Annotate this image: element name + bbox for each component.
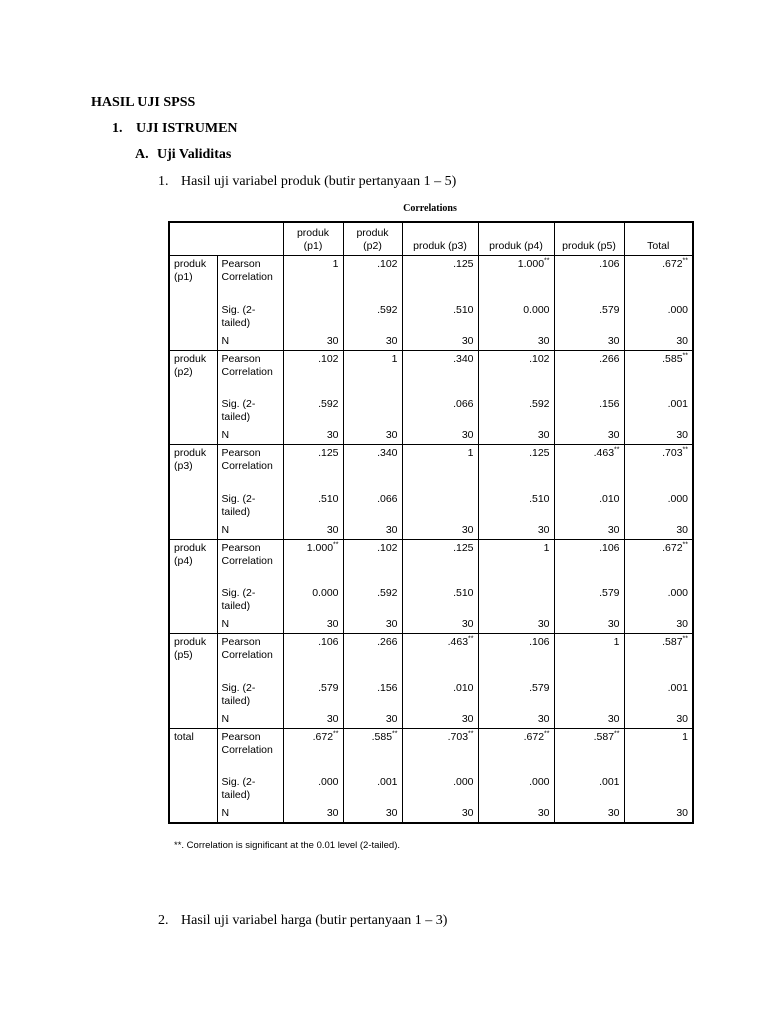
- row-label: total: [169, 728, 217, 823]
- subsection-title: Uji Validitas: [157, 147, 232, 162]
- table-cell: 1: [343, 350, 402, 396]
- table-cell: 30: [402, 333, 478, 351]
- table-cell: 30: [554, 616, 624, 634]
- significance-marker: **: [682, 352, 688, 359]
- table-cell: .000: [478, 774, 554, 805]
- significance-marker: **: [544, 257, 550, 265]
- list-item-2: [158, 913, 447, 929]
- significance-marker: **: [468, 635, 474, 643]
- table-cell: 0.000: [283, 585, 343, 616]
- subsection-heading: [135, 147, 231, 163]
- table-cell: .102: [343, 539, 402, 585]
- table-title: Correlations: [403, 203, 457, 214]
- section-number: 1.: [112, 121, 123, 136]
- stat-label: N: [217, 805, 283, 823]
- table-cell: .510: [283, 491, 343, 522]
- table-cell: 30: [343, 333, 402, 351]
- table-cell: 30: [624, 805, 693, 823]
- table-cell: 30: [343, 616, 402, 634]
- table-cell: .125: [402, 256, 478, 302]
- table-cell: .463**: [554, 445, 624, 491]
- table-row: [169, 711, 693, 729]
- table-cell: .000: [624, 491, 693, 522]
- significance-marker: **: [333, 541, 339, 548]
- significance-marker: **: [682, 257, 688, 265]
- table-cell: 30: [478, 805, 554, 823]
- table-cell: .510: [478, 491, 554, 522]
- table-cell: 30: [624, 616, 693, 634]
- stat-label: Sig. (2-tailed): [217, 585, 283, 616]
- table-cell: .579: [283, 680, 343, 711]
- table-cell: .125: [283, 445, 343, 491]
- table-cell: .585**: [343, 728, 402, 774]
- stat-label: Pearson Correlation: [217, 634, 283, 680]
- table-cell: .579: [554, 302, 624, 333]
- stat-label: N: [217, 522, 283, 540]
- table-cell: .587**: [554, 728, 624, 774]
- table-cell: .592: [343, 302, 402, 333]
- row-label: produk (p5): [169, 634, 217, 729]
- table-cell: .102: [283, 350, 343, 396]
- table-cell: .510: [402, 585, 478, 616]
- table-cell: 1: [554, 634, 624, 680]
- table-footnote: **. Correlation is significant at the 0.01 level (2-tailed).: [174, 840, 401, 851]
- table-cell: [402, 491, 478, 522]
- table-cell: 30: [402, 522, 478, 540]
- table-cell: .001: [624, 680, 693, 711]
- table-cell: .340: [402, 350, 478, 396]
- table-row: [169, 634, 693, 680]
- table-cell: 30: [624, 522, 693, 540]
- table-cell: 30: [283, 522, 343, 540]
- table-cell: 30: [343, 427, 402, 445]
- section-title: UJI ISTRUMEN: [136, 121, 238, 136]
- stat-label: N: [217, 333, 283, 351]
- table-cell: 30: [402, 427, 478, 445]
- table-cell: .000: [624, 585, 693, 616]
- list-item-number: 2.: [158, 913, 169, 928]
- significance-marker: **: [544, 730, 550, 737]
- table-cell: 30: [624, 711, 693, 729]
- list-item-text: Hasil uji variabel produk (butir pertanyaan 1 – 5): [181, 174, 457, 189]
- stat-label: N: [217, 616, 283, 634]
- document-heading: HASIL UJI SPSS: [91, 95, 196, 110]
- table-row: [169, 396, 693, 427]
- table-cell: 1: [478, 539, 554, 585]
- table-cell: 30: [283, 333, 343, 351]
- table-cell: .010: [554, 491, 624, 522]
- section-heading: [112, 121, 238, 137]
- table-row: [169, 805, 693, 823]
- table-cell: .000: [624, 302, 693, 333]
- table-cell: [478, 585, 554, 616]
- row-label: produk (p1): [169, 256, 217, 351]
- table-cell: .463**: [402, 634, 478, 680]
- table-cell: .125: [478, 445, 554, 491]
- table-cell: 30: [343, 711, 402, 729]
- table-cell: [554, 680, 624, 711]
- table-cell: .106: [554, 256, 624, 302]
- table-cell: .579: [478, 680, 554, 711]
- stat-label: Pearson Correlation: [217, 728, 283, 774]
- table-row: [169, 728, 693, 774]
- table-row: [169, 616, 693, 634]
- table-cell: .672**: [624, 539, 693, 585]
- significance-marker: **: [392, 730, 398, 737]
- table-row: [169, 302, 693, 333]
- table-row: [169, 774, 693, 805]
- table-cell: .703**: [624, 445, 693, 491]
- list-item-1: [158, 174, 456, 190]
- row-label: produk (p2): [169, 350, 217, 445]
- table-cell: .510: [402, 302, 478, 333]
- table-cell: .000: [283, 774, 343, 805]
- significance-marker: **: [614, 730, 620, 737]
- table-cell: 30: [283, 427, 343, 445]
- stat-label: Sig. (2-tailed): [217, 774, 283, 805]
- list-item-text: Hasil uji variabel harga (butir pertanyaan 1 – 3): [181, 913, 448, 928]
- table-row: [169, 522, 693, 540]
- table-cell: 30: [554, 805, 624, 823]
- stat-label: Pearson Correlation: [217, 445, 283, 491]
- significance-marker: **: [682, 541, 688, 548]
- table-cell: .703**: [402, 728, 478, 774]
- table-cell: 30: [478, 616, 554, 634]
- table-cell: .585**: [624, 350, 693, 396]
- table-cell: .106: [554, 539, 624, 585]
- table-cell: 30: [283, 805, 343, 823]
- table-cell: .000: [402, 774, 478, 805]
- table-cell: 30: [624, 333, 693, 351]
- table-cell: 30: [283, 711, 343, 729]
- table-cell: .340: [343, 445, 402, 491]
- table-cell: .266: [554, 350, 624, 396]
- table-row: [169, 333, 693, 351]
- stat-label: Sig. (2-tailed): [217, 396, 283, 427]
- table-row: [169, 680, 693, 711]
- table-row: [169, 445, 693, 491]
- significance-marker: **: [468, 730, 474, 737]
- table-cell: .066: [343, 491, 402, 522]
- table-cell: .102: [478, 350, 554, 396]
- table-cell: .672**: [478, 728, 554, 774]
- table-cell: 30: [624, 427, 693, 445]
- table-cell: .156: [554, 396, 624, 427]
- table-cell: 30: [554, 427, 624, 445]
- table-cell: .106: [478, 634, 554, 680]
- table-cell: 1: [283, 256, 343, 302]
- significance-marker: **: [682, 446, 688, 454]
- significance-marker: **: [682, 635, 688, 643]
- table-cell: .579: [554, 585, 624, 616]
- stat-label: Sig. (2-tailed): [217, 302, 283, 333]
- stat-label: Sig. (2-tailed): [217, 491, 283, 522]
- stat-label: Pearson Correlation: [217, 256, 283, 302]
- correlations-table: [168, 221, 694, 824]
- column-header: produk (p3): [402, 222, 478, 256]
- table-cell: [624, 774, 693, 805]
- table-row: [169, 491, 693, 522]
- stat-label: Pearson Correlation: [217, 539, 283, 585]
- table-cell: [343, 396, 402, 427]
- table-cell: 0.000: [478, 302, 554, 333]
- table-cell: .266: [343, 634, 402, 680]
- stat-label: Pearson Correlation: [217, 350, 283, 396]
- table-cell: 1: [402, 445, 478, 491]
- table-cell: .125: [402, 539, 478, 585]
- header-blank-cell: [169, 222, 283, 256]
- table-cell: 30: [478, 522, 554, 540]
- table-cell: 1: [624, 728, 693, 774]
- stat-label: Sig. (2-tailed): [217, 680, 283, 711]
- table-cell: 30: [554, 333, 624, 351]
- table-cell: .001: [554, 774, 624, 805]
- row-label: produk (p3): [169, 445, 217, 540]
- table-cell: 30: [402, 616, 478, 634]
- row-label: produk (p4): [169, 539, 217, 634]
- table-cell: 1.000**: [283, 539, 343, 585]
- significance-marker: **: [333, 730, 339, 737]
- table-cell: 1.000**: [478, 256, 554, 302]
- column-header: produk (p1): [283, 222, 343, 256]
- table-cell: 30: [554, 711, 624, 729]
- table-cell: .001: [624, 396, 693, 427]
- table-row: [169, 585, 693, 616]
- table-cell: .592: [283, 396, 343, 427]
- table-cell: 30: [478, 711, 554, 729]
- table-cell: 30: [283, 616, 343, 634]
- table-cell: .066: [402, 396, 478, 427]
- table-header-row: [169, 222, 693, 256]
- table-cell: .156: [343, 680, 402, 711]
- table-cell: 30: [402, 805, 478, 823]
- table-cell: 30: [343, 805, 402, 823]
- stat-label: N: [217, 427, 283, 445]
- table-cell: 30: [554, 522, 624, 540]
- stat-label: N: [217, 711, 283, 729]
- table-cell: 30: [478, 333, 554, 351]
- table-cell: .010: [402, 680, 478, 711]
- table-row: [169, 539, 693, 585]
- list-item-number: 1.: [158, 174, 169, 189]
- table-row: [169, 427, 693, 445]
- subsection-number: A.: [135, 147, 149, 162]
- table-cell: .102: [343, 256, 402, 302]
- table-cell: .592: [478, 396, 554, 427]
- table-cell: [283, 302, 343, 333]
- table-cell: .587**: [624, 634, 693, 680]
- column-header: produk (p2): [343, 222, 402, 256]
- table-cell: 30: [343, 522, 402, 540]
- significance-marker: **: [614, 446, 620, 454]
- table-row: [169, 256, 693, 302]
- table-cell: .672**: [624, 256, 693, 302]
- table-cell: .672**: [283, 728, 343, 774]
- column-header: Total: [624, 222, 693, 256]
- table-cell: .106: [283, 634, 343, 680]
- table-cell: 30: [478, 427, 554, 445]
- table-row: [169, 350, 693, 396]
- table-cell: .592: [343, 585, 402, 616]
- table-cell: 30: [402, 711, 478, 729]
- column-header: produk (p5): [554, 222, 624, 256]
- table-cell: .001: [343, 774, 402, 805]
- column-header: produk (p4): [478, 222, 554, 256]
